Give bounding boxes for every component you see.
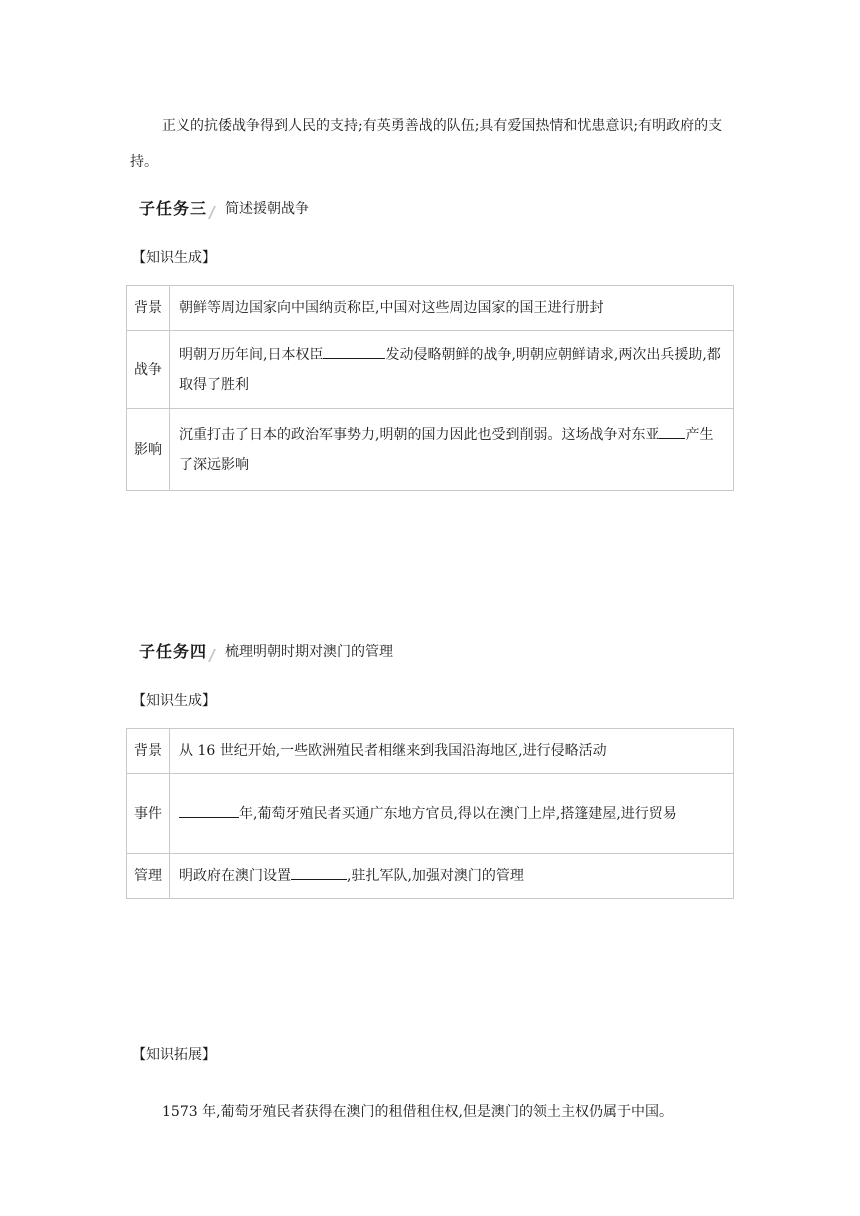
row-label: 背景 xyxy=(127,286,170,331)
row-text: 朝鲜等周边国家向中国纳贡称臣,中国对这些周边国家的国王进行册封 xyxy=(179,300,604,316)
pen-stroke-icon xyxy=(209,646,221,662)
row-content xyxy=(170,409,734,491)
task3-table xyxy=(126,285,734,491)
task4-title: 子任务四 xyxy=(139,642,208,661)
row-content xyxy=(170,729,734,774)
fill-blank[interactable] xyxy=(179,803,239,818)
task3-subtitle: 简述援朝战争 xyxy=(225,201,310,217)
table-row xyxy=(127,774,734,854)
row-text: 明政府在澳门设置 xyxy=(179,868,291,884)
table-row xyxy=(127,331,734,409)
fill-blank[interactable] xyxy=(291,865,347,880)
row-text: 发动侵略朝鲜的战争,明朝应朝鲜请求,两次出兵援助,都取得了胜利 xyxy=(179,346,721,393)
task4-subtitle: 梳理明朝时期对澳门的管理 xyxy=(225,644,394,660)
row-label: 背景 xyxy=(127,729,170,774)
row-label: 管理 xyxy=(127,854,170,899)
table-row xyxy=(127,286,734,331)
task4-section-label: 【知识生成】 xyxy=(132,693,216,709)
table-row xyxy=(127,854,734,899)
row-content xyxy=(170,774,734,854)
row-label: 事件 xyxy=(127,774,170,854)
pen-stroke-icon xyxy=(209,203,221,219)
extension-label: 【知识拓展】 xyxy=(132,1047,216,1063)
fill-blank[interactable] xyxy=(659,424,685,439)
row-label: 影响 xyxy=(127,409,170,491)
row-text: 产生了深远影响 xyxy=(179,426,714,473)
row-content xyxy=(170,854,734,899)
task4-table xyxy=(126,728,734,899)
table-row xyxy=(127,409,734,491)
row-text: 从 16 世纪开始,一些欧洲殖民者相继来到我国沿海地区,进行侵略活动 xyxy=(179,743,607,759)
row-content xyxy=(170,331,734,409)
table-row xyxy=(127,729,734,774)
row-text: 明朝万历年间,日本权臣 xyxy=(179,346,324,363)
task3-heading xyxy=(139,196,309,219)
fill-blank[interactable] xyxy=(323,344,385,359)
row-text: 沉重打击了日本的政治军事势力,明朝的国力因此也受到削弱。这场战争对东亚 xyxy=(179,426,660,443)
row-label: 战争 xyxy=(127,331,170,409)
extension-paragraph: 1573 年,葡萄牙殖民者获得在澳门的租借租住权,但是澳门的领土主权仍属于中国。 xyxy=(162,1104,673,1120)
row-content xyxy=(170,286,734,331)
row-text: ,驻扎军队,加强对澳门的管理 xyxy=(347,868,524,884)
task4-heading xyxy=(139,639,393,662)
task3-section-label: 【知识生成】 xyxy=(132,250,216,266)
task3-title: 子任务三 xyxy=(139,199,208,218)
intro-paragraph: 正义的抗倭战争得到人民的支持;有英勇善战的队伍;具有爱国热情和忧患意识;有明政府的支持。 xyxy=(130,118,723,170)
row-text: 年,葡萄牙殖民者买通广东地方官员,得以在澳门上岸,搭篷建屋,进行贸易 xyxy=(239,805,677,822)
